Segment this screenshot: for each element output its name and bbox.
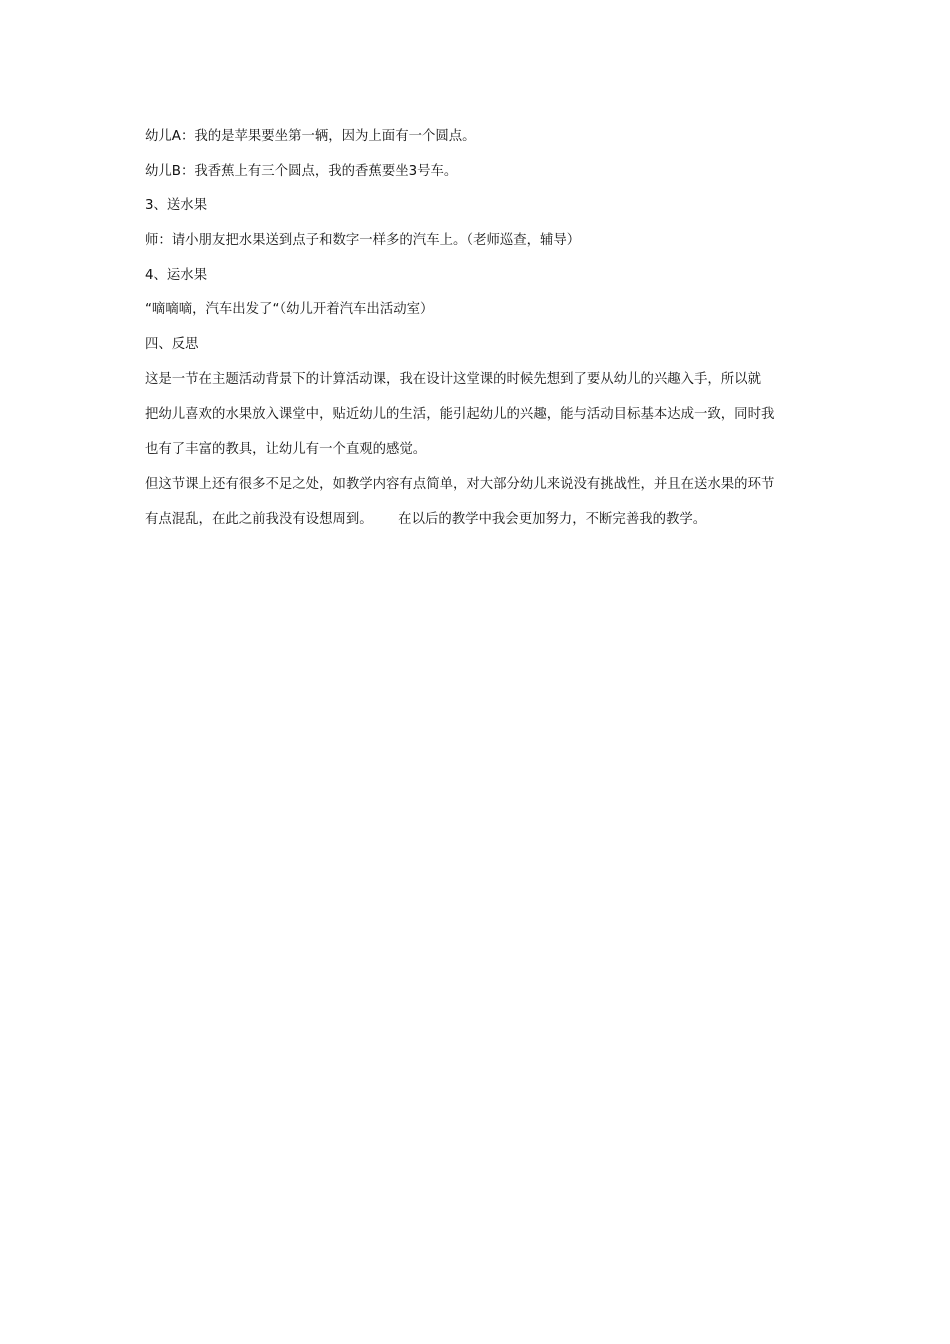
paragraph-line: 把幼儿喜欢的水果放入课堂中，贴近幼儿的生活，能引起幼儿的兴趣，能与活动目标基本达成一致，同时我 <box>145 406 775 422</box>
paragraph-line: 也有了丰富的教具，让幼儿有一个直观的感觉。 <box>145 441 427 457</box>
paragraph-line: 有点混乱，在此之前我没有设想周到。 在以后的教学中我会更加努力，不断完善我的教学。 <box>145 511 707 527</box>
paragraph-line: 但这节课上还有很多不足之处，如教学内容有点简单，对大部分幼儿来说没有挑战性，并且在送水果的环节 <box>145 476 775 492</box>
section-heading-transport-fruit: 4、运水果 <box>145 267 208 283</box>
reflection-paragraph-2 <box>145 475 815 530</box>
activity-line-cars-depart: “嘀嘀嘀，汽车出发了“（幼儿开着汽车出活动室） <box>145 302 434 318</box>
section-heading-reflection: 四、反思 <box>145 337 199 353</box>
dialogue-line-child-a: 幼儿A：我的是苹果要坐第一辆，因为上面有一个圆点。 <box>145 129 476 144</box>
section-heading-send-fruit: 3、送水果 <box>145 198 208 214</box>
paragraph-line: 这是一节在主题活动背景下的计算活动课，我在设计这堂课的时候先想到了要从幼儿的兴趣入手，所以就 <box>145 371 761 387</box>
reflection-paragraph-1 <box>145 370 815 460</box>
dialogue-line-child-b: 幼儿B：我香蕉上有三个圆点，我的香蕉要坐3号车。 <box>145 163 458 179</box>
teacher-instruction: 师：请小朋友把水果送到点子和数字一样多的汽车上。（老师巡查，辅导） <box>145 233 581 249</box>
document-body <box>145 127 815 544</box>
